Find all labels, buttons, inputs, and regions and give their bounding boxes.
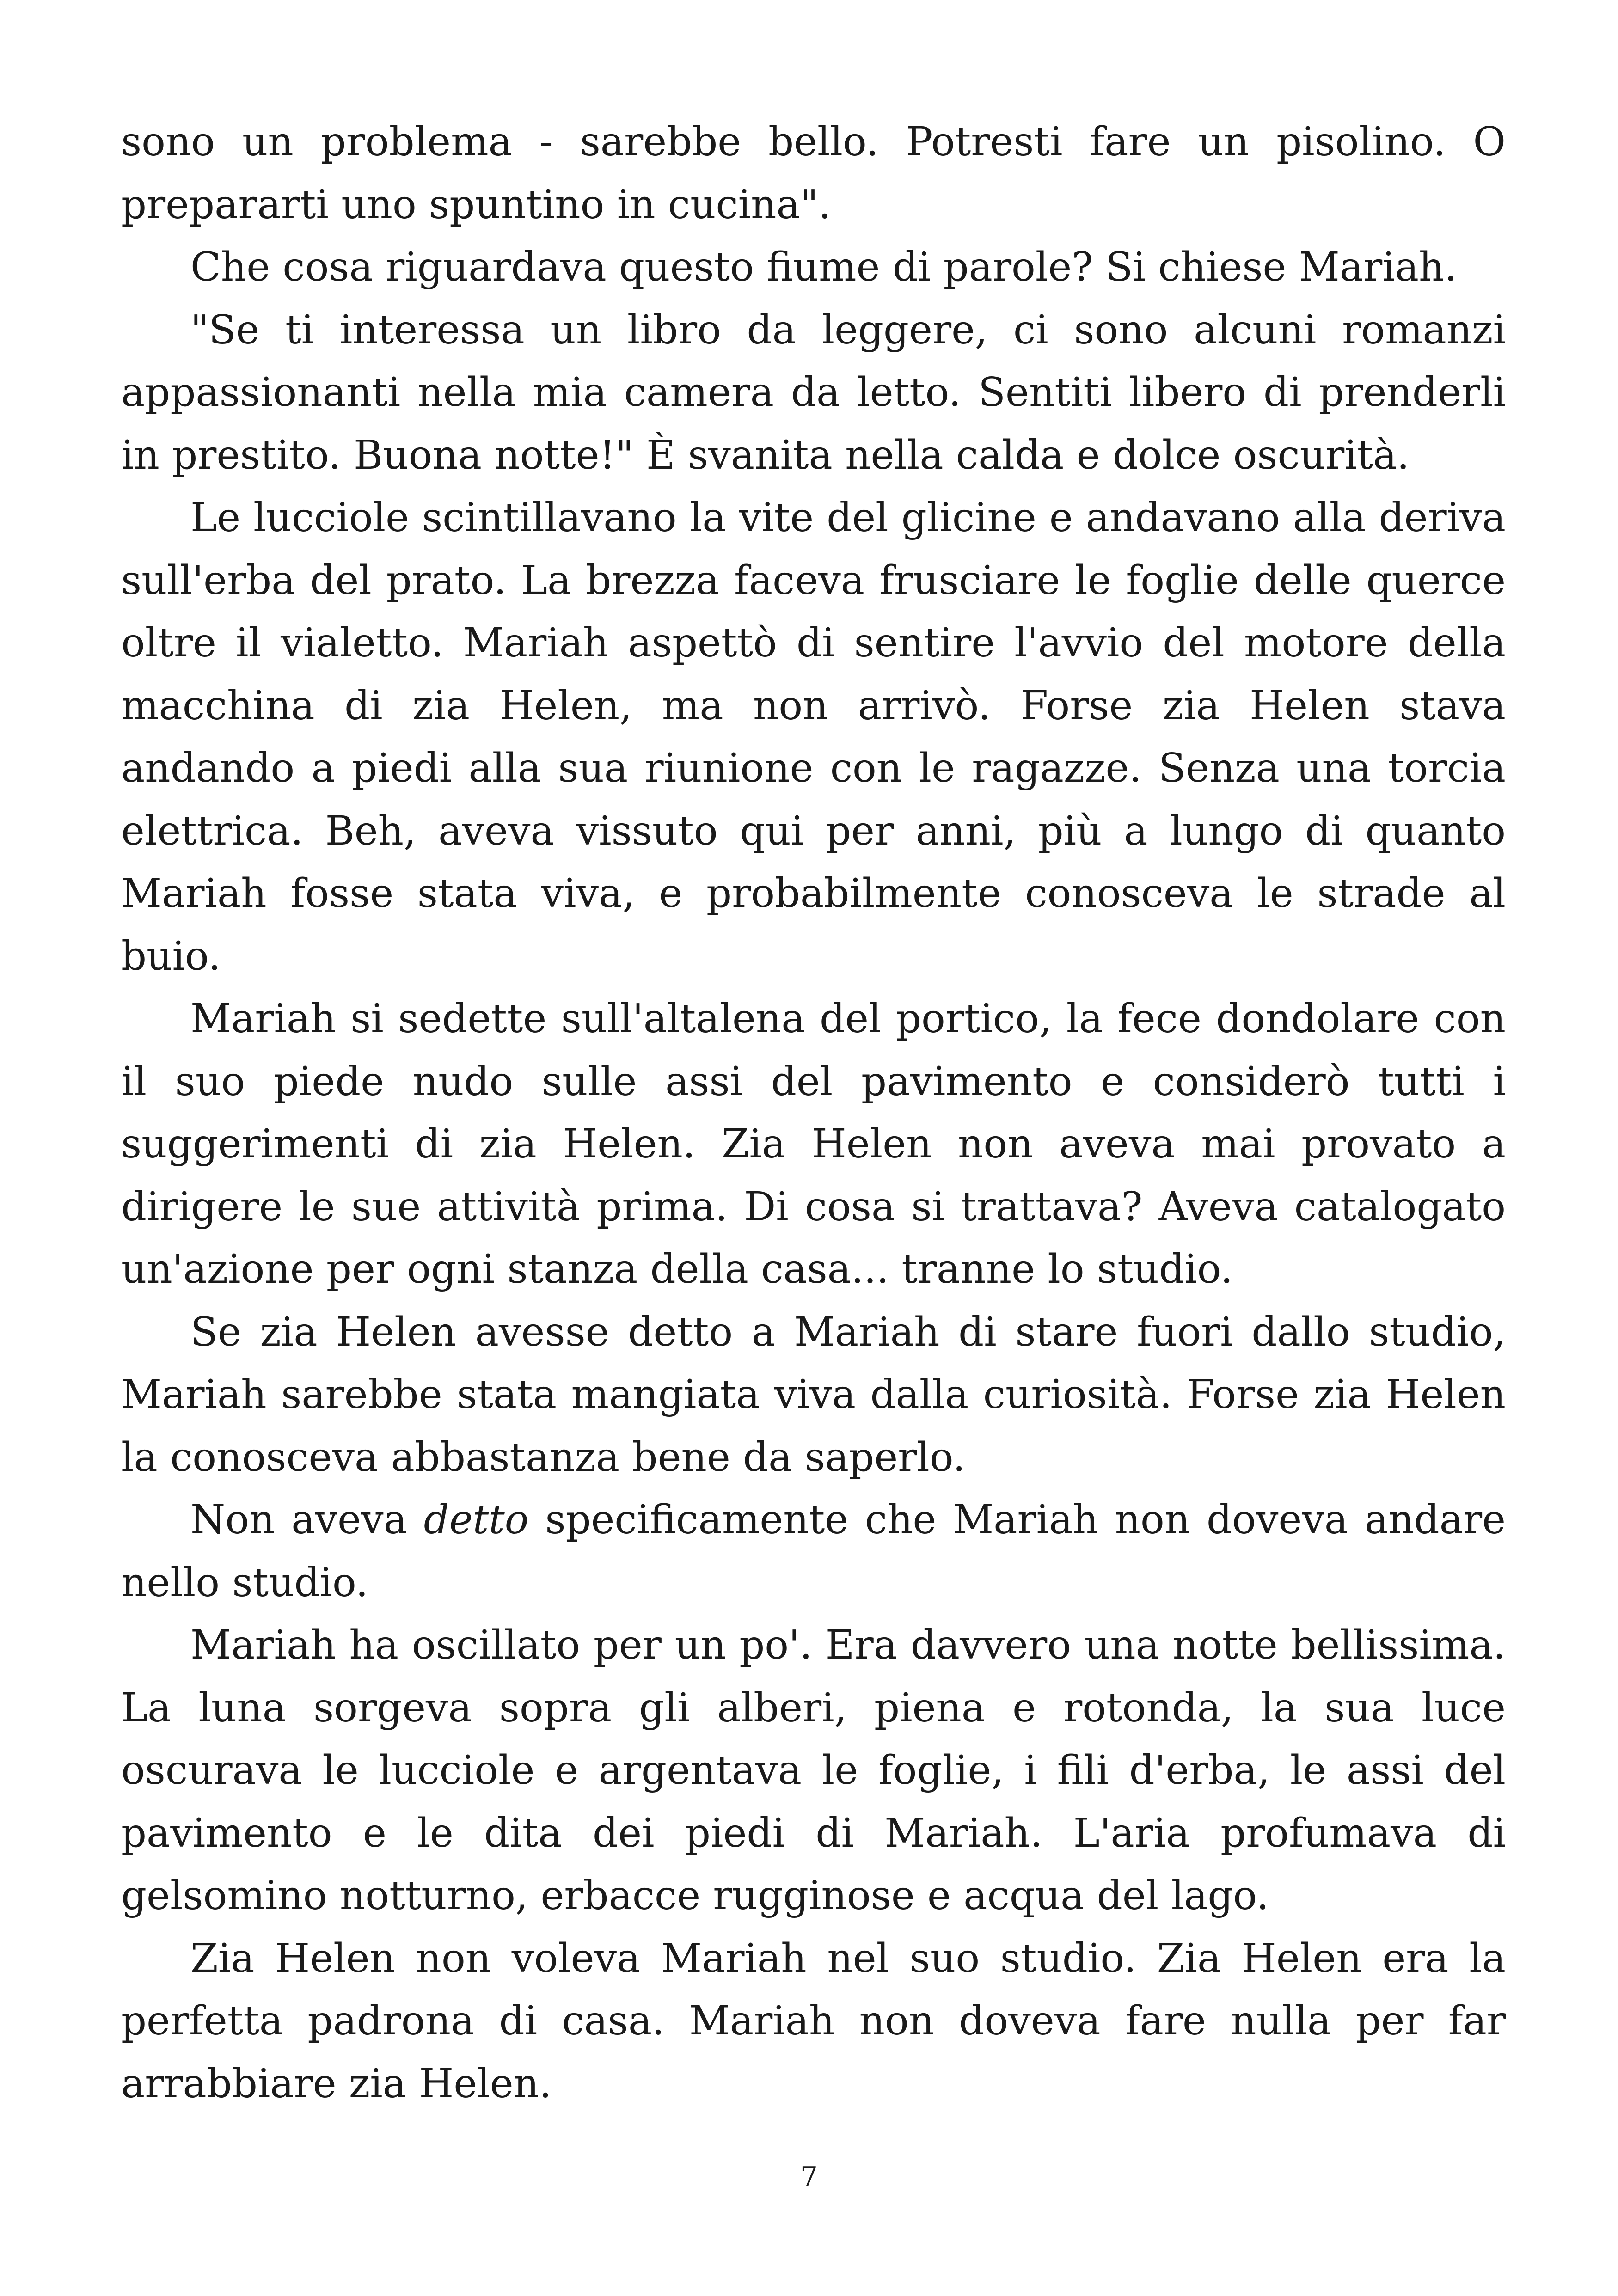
paragraph-4: Le lucciole scintillavano la vite del glicine e andavano alla deriva sull'erba del prato. La brezza faceva frusciare le foglie delle querce oltre il vialetto. Mariah aspettò di sentire l'avvio del motore della macchina di zia Helen, ma non arrivò. Forse zia Helen stava andando a piedi alla sua riunione con le ragazze. Senza una torcia elettrica. Beh, aveva vissuto qui per anni, più a lungo di quanto Mariah fosse stata viva, e probabilmente conosceva le strade al buio.	[121, 495, 1506, 980]
paragraph-3: "Se ti interessa un libro da leggere, ci sono alcuni romanzi appassionanti nella mia camera da letto. Sentiti libero di prenderli in prestito. Buona notte!" È svanita nella calda e dolce oscurità.	[121, 306, 1506, 478]
paragraph-2: Che cosa riguardava questo fiume di parole? Si chiese Mariah.	[190, 244, 1457, 290]
paragraph-6: Se zia Helen avesse detto a Mariah di stare fuori dallo studio, Mariah sarebbe stata mangiata viva dalla curiosità. Forse zia Helen la conosceva abbastanza bene da saperlo.	[121, 1309, 1506, 1481]
page-number: 7	[800, 2161, 818, 2193]
paragraph-7-after: specificamente che Mariah non doveva andare nello studio.	[121, 1497, 1506, 1606]
paragraph-1: sono un problema - sarebbe bello. Potresti fare un pisolino. O prepararti uno spuntino in cucina".	[121, 119, 1506, 228]
paragraph-7	[121, 1489, 1506, 1614]
emphasis-text: detto	[423, 1497, 529, 1543]
paragraph-5: Mariah si sedette sull'altalena del portico, la fece dondolare con il suo piede nudo sulle assi del pavimento e considerò tutti i suggerimenti di zia Helen. Zia Helen non aveva mai provato a dirigere le sue attività prima. Di cosa si trattava? Aveva catalogato un'azione per ogni stanza della casa... tranne lo studio.	[121, 996, 1506, 1292]
paragraph-7-before: Non aveva	[190, 1497, 424, 1543]
paragraph-9: Zia Helen non voleva Mariah nel suo studio. Zia Helen era la perfetta padrona di casa. Mariah non doveva fare nulla per far arrabbiare zia Helen.	[121, 1935, 1506, 2107]
paragraph-8: Mariah ha oscillato per un po'. Era davvero una notte bellissima. La luna sorgeva sopra gli alberi, piena e rotonda, la sua luce oscurava le lucciole e argentava le foglie, i fili d'erba, le assi del pavimento e le dita dei piedi di Mariah. L'aria profumava di gelsomino notturno, erbacce rugginose e acqua del lago.	[121, 1622, 1506, 1919]
body-text	[121, 111, 1506, 2115]
